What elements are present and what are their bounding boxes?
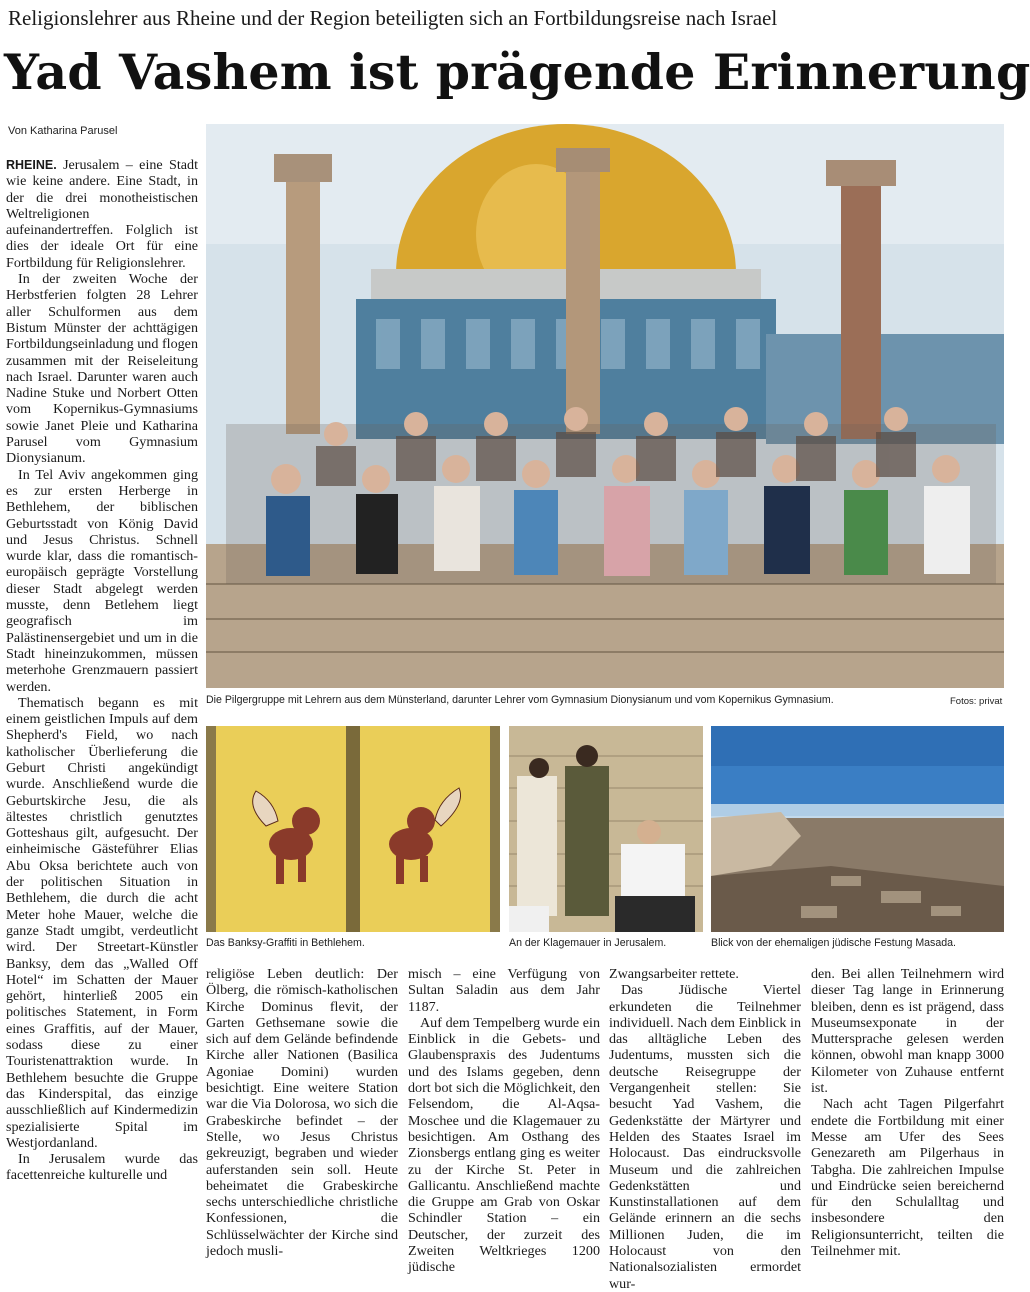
- paragraph: den. Bei allen Teilnehmern wird dieser Tag lange in Erinnerung bleiben, denn es ist prägend, dass Museumsexponate in der Muttersprache gelesen werden können, obwohl man knapp 3000 Kilometer von Zuhause entfernt ist.: [811, 966, 1004, 1097]
- column-left: [286, 174, 320, 434]
- article-column-5: [811, 966, 1004, 1276]
- paragraph: misch – eine Verfügung von Sultan Saladin aus dem Jahr 1187.: [408, 966, 600, 1015]
- kicker: Religionslehrer aus Rheine und der Region beteiligten sich an Fortbildungsreise nach Israel: [8, 6, 778, 30]
- column-right: [841, 179, 881, 439]
- column-center: [566, 164, 600, 434]
- masada-photo: [711, 726, 1004, 932]
- man-in-tallit: [517, 776, 557, 916]
- soldier: [565, 766, 609, 916]
- article-column-3: [408, 966, 600, 1276]
- western-wall-caption: An der Klagemauer in Jerusalem.: [509, 937, 667, 949]
- seated-man: [621, 844, 685, 904]
- article-column-1: [6, 157, 198, 1275]
- paragraph: Thematisch begann es mit einem geistlichen Impuls auf dem Shepherd's Field, wo nach katholischer Überlieferung die Geburt Christi angekündigt wurde. Anschließend wurde die Geburtskirche Jesu, die als ältestes christlich genutztes Gotteshaus gilt, aufgesucht. Der einheimische Gästeführer Elias Abu Oksa berichtete auch von der politischen Situation in Bethlehem, die durch die acht Meter hohe Mauer, welche die ganze Stadt umgibt, verdeutlicht wird. Der Streetart-Künstler Banksy, dem das „Walled Off Hotel“ im Schatten der Mauer gehört, hinterließ 2005 ein politisches Statement, in Form eines Graffitis, auf der Mauer, sodass diese zu einer Touristenattraktion wurde. In Bethlehem besuchte die Gruppe das Kinderspital, das einzige ausschließlich auf Kindermedizin spezialisierte Spital im Westjordanland.: [6, 694, 198, 1151]
- paragraph: Zwangsarbeiter rettete.: [609, 966, 739, 982]
- paragraph: In Tel Aviv angekommen ging es zur ersten Herberge in Bethlehem, der biblischen Geburtsstadt von König David und Jesus Christus. Schnell wurde klar, dass die romantisch-europäisch geprägte Vorstellung dieser Stadt abgelegt werden musste, denn Betlehem liegt geografisch im Palästinensergebiet und um in die Stadt hineinzukommen, müssen meterhohe Grenzmauern passiert werden.: [6, 466, 198, 695]
- headline: Yad Vashem ist prägende Erinnerung: [4, 43, 1030, 101]
- pilgrim-group: [226, 407, 996, 584]
- photo-credit: Fotos: privat: [950, 696, 1003, 707]
- banksy-caption: Das Banksy-Graffiti in Bethlehem.: [206, 937, 365, 949]
- paragraph: Auf dem Tempelberg wurde ein Einblick in die Gebets- und Glaubenspraxis des Judentums und des Islams gegeben, denn dort bot sich die Möglichkeit, den Felsendom, die Al-Aqsa-Moschee und die Klagemauer zu besichtigen. Am Osthang des Zionsbergs entlang ging es weiter zu der Kirche St. Peter in Gallicantu. Anschließend machte die Gruppe am Grab von Oskar Schindler Station – ein Deutscher, der zurzeit des Zweiten Weltkrieges 1200 jüdische: [408, 1014, 600, 1276]
- banksy-graffiti-photo: [206, 726, 500, 932]
- article-column-4: [609, 966, 801, 1292]
- paragraph: religiöse Leben deutlich: Der Ölberg, die römisch-katholischen Kirche Dominus flevit, der Garten Gethsemane sowie die sich auf dem Gelände befindende Kirche aller Nationen (Basilica Agoniae Domini) wurden besichtigt. Eine weitere Station war die Via Dolorosa, wo sich die Grabeskirche befindet – der Stelle, wo Jesus Christus gekreuzigt, begraben und wieder auferstanden sein soll. Heute beheimatet die Grabeskirche sechs unterschiedliche christliche Konfessionen, die Schlüsselwächter der Kirche sind jedoch musli-: [206, 966, 398, 1260]
- paragraph: In der zweiten Woche der Herbstferien folgten 28 Lehrer aller Schulformen aus dem Bistum Münster der achttägigen Fortbildungseinladung und flogen zusammen mit der Reiseleitung nach Israel. Darunter waren auch Nadine Stuke und Norbert Otten vom Kopernikus-Gymnasiums sowie Janet Pleie und Katharina Parusel vom Gymnasium Dionysianum.: [6, 271, 198, 467]
- byline: Von Katharina Parusel: [8, 125, 118, 137]
- paragraph: Das Jüdische Viertel erkundeten die Teilnehmer individuell. Nach dem Einblick in das alltägliche Leben des Judentums, mussten sich die deutsche Reisegruppe der Vergangenheit stellen: Sie besucht Yad Vashem, die Gedenkstätte der Märtyrer und Helden des Staates Israel im Holocaust. Das eindrucksvolle Museum und die zahlreichen Gedenkstätten und Kunstinstallationen auf dem Gelände erinnern an die sechs Millionen Juden, die im Holocaust von den Nationalsozialisten ermordet wur-: [609, 982, 801, 1292]
- paragraph: Nach acht Tagen Pilgerfahrt endete die Fortbildung mit einer Messe am Ufer des Sees Genezareth am Pilgerhaus in Tabgha. Die zahlreichen Impulse und Eindrücke seien bereichernd für den Schulalltag und insbesondere den Religionsunterricht, teilten die Teilnehmer mit.: [811, 1096, 1004, 1260]
- article-column-2: [206, 966, 398, 1276]
- main-group-photo: [206, 124, 1004, 688]
- wall-seam: [346, 726, 360, 932]
- western-wall-photo: [509, 726, 703, 932]
- dateline: RHEINE.: [6, 158, 57, 172]
- masada-caption: Blick von der ehemaligen jüdische Festung Masada.: [711, 937, 956, 949]
- main-photo-caption: Die Pilgergruppe mit Lehrern aus dem Münsterland, darunter Lehrer vom Gymnasium Dionysianum und vom Kopernikus Gymnasium.: [206, 694, 834, 706]
- paragraph: In Jerusalem wurde das facettenreiche kulturelle und: [6, 1151, 198, 1184]
- paragraph: RHEINE. Jerusalem – eine Stadt wie keine andere. Eine Stadt, in der die drei monotheistischen Weltreligionen aufeinandertreffen. Folglich ist dies der ideale Ort für eine Fortbildung für Religionslehrer.: [6, 157, 198, 271]
